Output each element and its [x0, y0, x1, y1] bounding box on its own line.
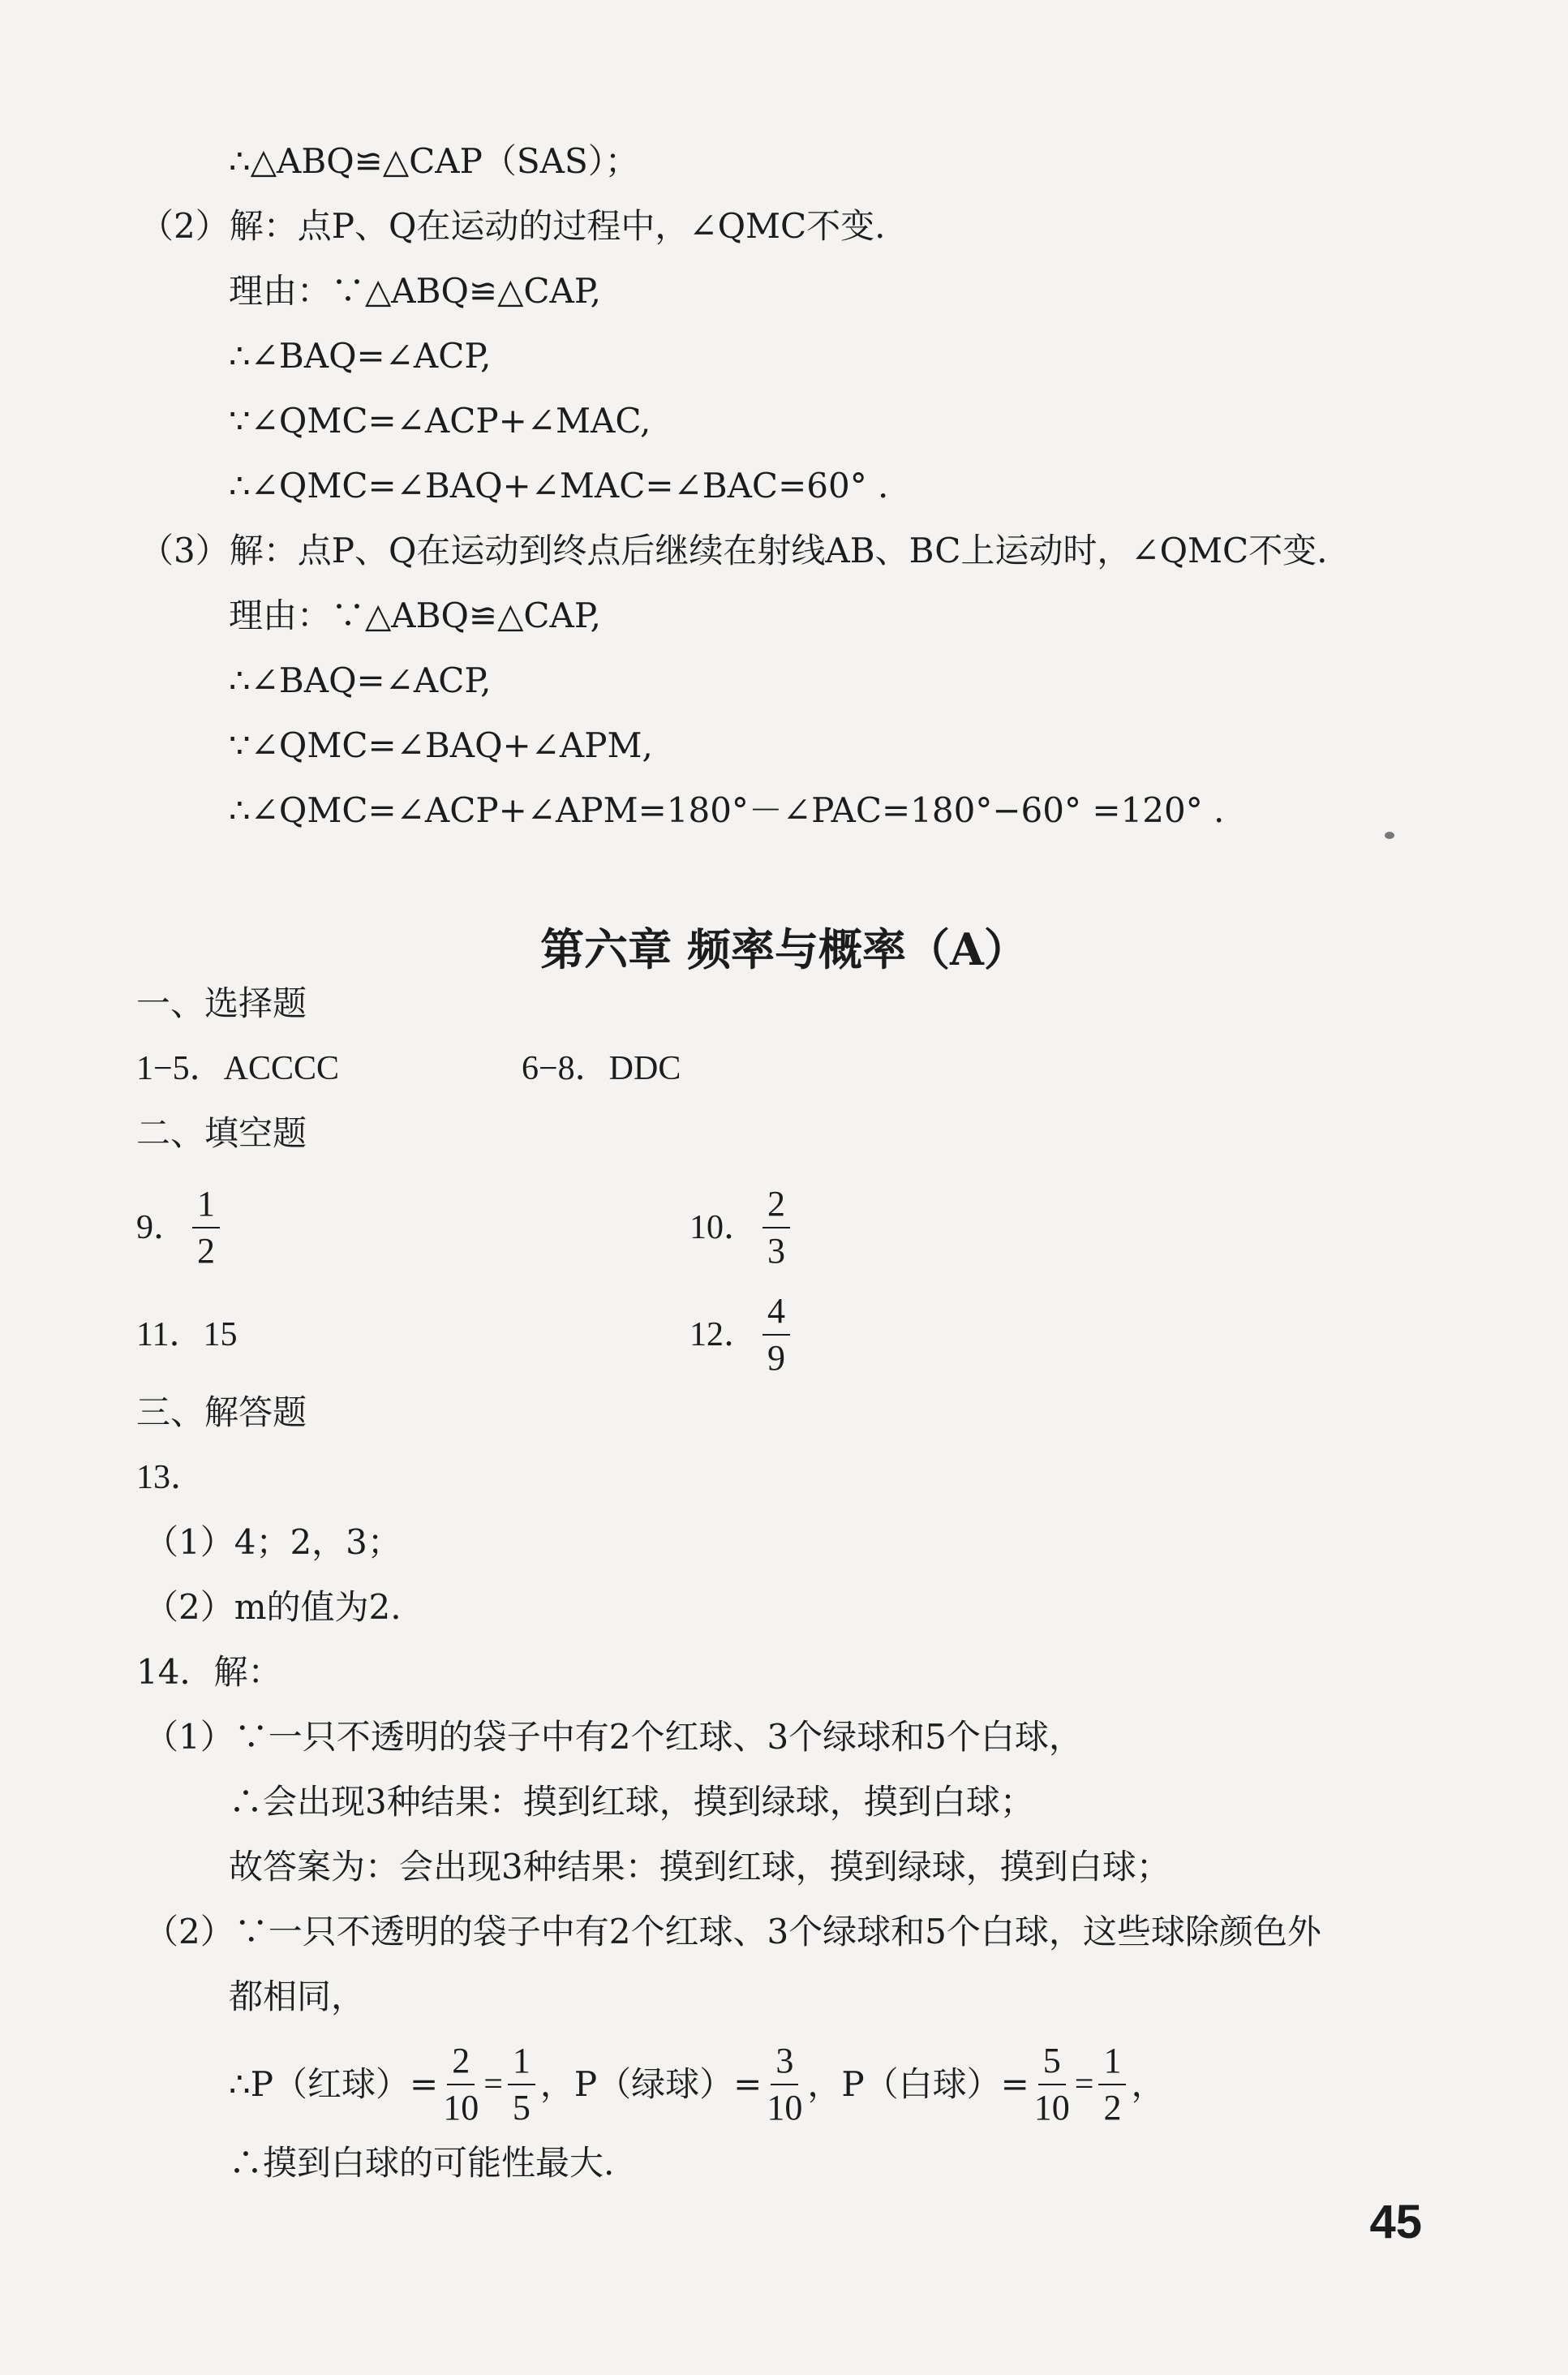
- proof-part-2: （2）解：点P、Q在运动的过程中，∠QMC不变.: [140, 206, 886, 246]
- print-speck: [1385, 832, 1394, 839]
- section-heading-solve: 三、解答题: [136, 1392, 307, 1432]
- white-fraction-1: $\frac{5}{10}$: [1033, 2041, 1070, 2128]
- q10-label: 10．: [689, 1209, 758, 1246]
- proof-line-11: ∴∠QMC=∠ACP+∠APM=180°－∠PAC=180°−60° =120° .: [229, 790, 1225, 830]
- page-number: 45: [1369, 2196, 1422, 2248]
- q14-part-1-a: （1）∵一只不透明的袋子中有2个红球、3个绿球和5个白球，: [144, 1717, 1083, 1757]
- q10-fraction: [763, 1186, 790, 1269]
- q10-numerator: 2: [767, 1184, 786, 1224]
- q13-part-2: （2）m的值为2.: [144, 1587, 402, 1627]
- q9-label: 9．: [136, 1209, 188, 1246]
- proof-line-1: ∴△ABQ≌△CAP（SAS）；: [229, 141, 639, 181]
- q14-part-2-a: （2）∵一只不透明的袋子中有2个红球、3个绿球和5个白球，这些球除颜色外: [144, 1912, 1321, 1951]
- proof-line-4: ∴∠BAQ=∠ACP,: [229, 336, 492, 376]
- q14-part-1-c: 故答案为：会出现3种结果：摸到红球，摸到绿球，摸到白球；: [229, 1847, 1171, 1887]
- q14-conclusion: ∴摸到白球的可能性最大.: [229, 2143, 615, 2183]
- q9-fraction: [192, 1186, 220, 1269]
- p-white-label: ，P（白球）=: [807, 2064, 1029, 2104]
- answer-12: [689, 1293, 795, 1376]
- answers-1-5: 1−5．ACCCC: [136, 1050, 340, 1087]
- proof-part-3: （3）解：点P、Q在运动到终点后继续在射线AB、BC上运动时，∠QMC不变.: [140, 531, 1328, 570]
- section-heading-fill: 二、填空题: [136, 1113, 307, 1153]
- red-fraction-2: $\frac{1}{5}$: [508, 2043, 535, 2126]
- q13-part-1: （1）4；2，3；: [144, 1522, 402, 1562]
- green-fraction: $\frac{3}{10}$: [767, 2041, 803, 2128]
- proof-line-6: ∴∠QMC=∠BAQ+∠MAC=∠BAC=60° .: [229, 466, 889, 506]
- q12-label: 12．: [689, 1316, 758, 1353]
- proof-line-3: 理由：∵△ABQ≌△CAP,: [229, 271, 601, 311]
- q14-part-1-b: ∴会出现3种结果：摸到红球，摸到绿球，摸到白球；: [229, 1782, 1034, 1822]
- q12-numerator: 4: [767, 1291, 786, 1331]
- q9-numerator: 1: [197, 1184, 216, 1224]
- section-heading-choice: 一、选择题: [136, 983, 307, 1023]
- p-red-label: ∴P（红球）=: [229, 2064, 439, 2104]
- q14-number: 14．解：: [136, 1652, 282, 1692]
- answer-9: [136, 1186, 225, 1269]
- chapter-title: 第六章 频率与概率（A）: [540, 923, 1028, 975]
- white-fraction-2: $\frac{1}{2}$: [1098, 2043, 1126, 2126]
- q13-number: 13．: [136, 1459, 205, 1496]
- red-fraction-1: $\frac{2}{10}$: [443, 2041, 479, 2128]
- probability-line-end: ，: [1131, 2064, 1166, 2104]
- answer-11: 11．15: [136, 1316, 238, 1353]
- proof-line-9: ∴∠BAQ=∠ACP,: [229, 660, 492, 700]
- q12-fraction: [763, 1293, 790, 1376]
- q9-denominator: 2: [197, 1231, 216, 1271]
- answer-10: [689, 1186, 795, 1269]
- q14-part-2-b: 都相同，: [229, 1977, 366, 2016]
- proof-line-8: 理由：∵△ABQ≌△CAP,: [229, 596, 601, 635]
- probability-line: ∴P（红球）= $\frac{2}{10}$ = $\frac{1}{5}$ ，P（绿球）= $\frac{3}{10}$ ，P（白球）= $\frac{5}{10}$ = $\frac{1}{2}$ ，: [229, 2041, 1166, 2128]
- proof-line-10: ∵∠QMC=∠BAQ+∠APM,: [229, 725, 653, 765]
- q12-denominator: 9: [767, 1338, 786, 1378]
- q10-denominator: 3: [767, 1231, 786, 1271]
- proof-line-5: ∵∠QMC=∠ACP+∠MAC,: [229, 401, 651, 441]
- answers-6-8: 6−8．DDC: [522, 1050, 681, 1087]
- p-green-label: ，P（绿球）=: [539, 2064, 763, 2104]
